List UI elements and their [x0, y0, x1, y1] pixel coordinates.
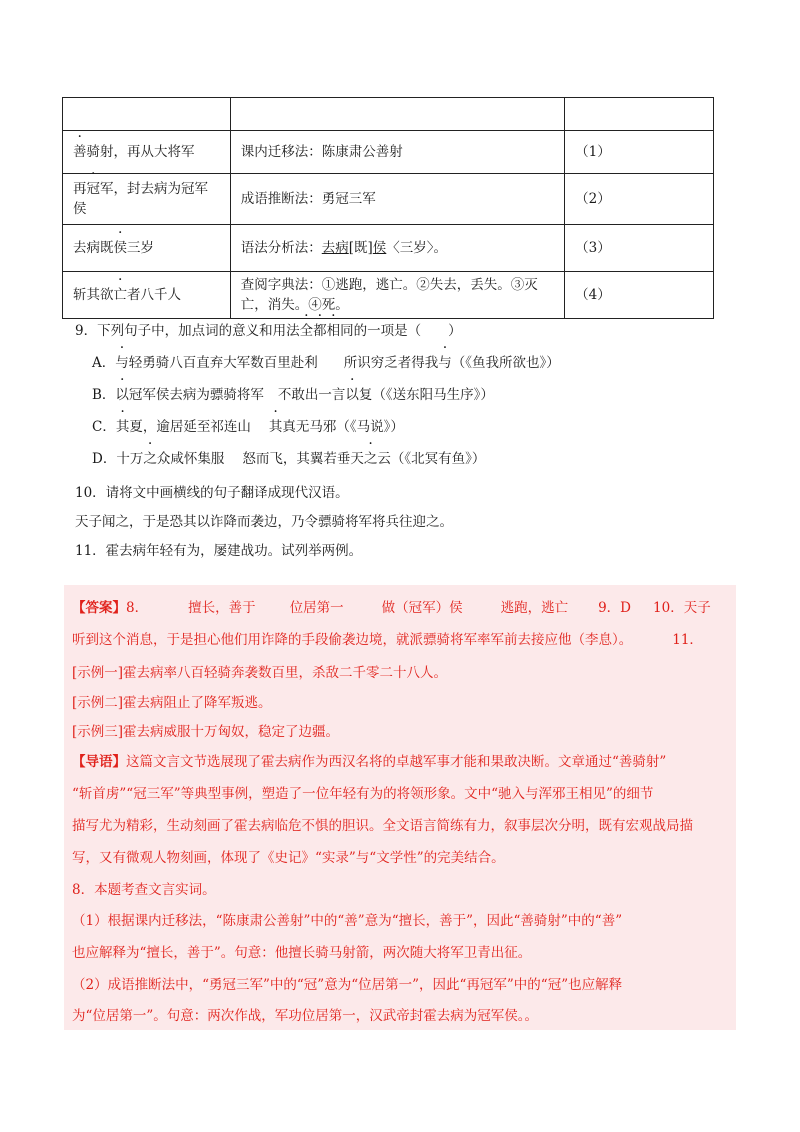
table-cell-sentence: [63, 131, 231, 174]
table-cell-blank: （4）: [565, 272, 714, 319]
guide-line-4: 写，又有微观人物刻画，体现了《史记》“实录”与“文学性”的完美结合。: [72, 850, 505, 866]
option-text: 轻勇骑八百直弃大军数百里赴利: [128, 355, 318, 371]
cell-text: 骑射，再从大将军: [86, 144, 195, 160]
option-text: 夏，逾居延至祁连山: [129, 419, 251, 435]
analysis-8-1b: 也应解释为“擅长，善于”。句意：他擅长骑马射箭，两次随大将军卫青出征。: [72, 945, 532, 961]
option-text: 冠军侯去病为骠骑将军: [128, 387, 264, 403]
cell-text: 斩其欲: [73, 287, 114, 303]
analysis-8-2b: 为“位居第一”。句意：两次作战，军功位居第一，汉武帝封霍去病为冠军侯。。: [72, 1008, 539, 1024]
option-text: 怒而飞，其翼若垂天: [242, 451, 364, 467]
option-text: 不敢出一言: [277, 387, 346, 403]
table-row: [63, 272, 714, 319]
table-cell: [63, 98, 231, 131]
table-row: [63, 174, 714, 225]
table-cell-blank: （3）: [565, 225, 714, 272]
table-cell-blank: （2）: [565, 174, 714, 225]
answer-line-2: [72, 630, 727, 650]
answer-box: [64, 585, 736, 1030]
option-text: 复（《送东阳马生序》）: [358, 387, 494, 403]
cell-text: 〈三岁〉。: [386, 240, 448, 256]
answer-text: 擅长，善于: [188, 600, 256, 616]
table-cell-sentence: [63, 174, 231, 225]
option-label: A．: [92, 355, 116, 371]
answer-text: 位居第一: [289, 600, 344, 616]
table-cell: [565, 98, 714, 131]
dotted-char: 全: [299, 323, 314, 339]
question-10-sentence: 天子闻之，于是恐其以诈降而袭边，乃令骠骑将军将兵往迎之。: [75, 514, 453, 530]
example-2: [示例二]霍去病阻止了降军叛逃。: [72, 695, 272, 711]
answer-text: 逃跑，逃亡: [500, 600, 569, 616]
answer-text: 9．D: [598, 600, 632, 616]
cell-text: 军，封去病为冠军: [100, 181, 208, 197]
cell-text: 亡，消失。④死。: [240, 297, 349, 313]
dotted-char: 以: [115, 387, 129, 403]
guide-text: 这篇文言文节选展现了霍去病作为西汉名将的卓越军事才能和果敢决断。文章通过“善骑射”: [126, 754, 667, 770]
answer-text: 8．: [126, 600, 149, 616]
table-cell-sentence: [63, 272, 231, 319]
option-d: [92, 449, 732, 469]
question-10-stem: 10．请将文中画横线的句子翻译成现代汉语。: [75, 485, 349, 501]
question-9-stem: [75, 321, 725, 341]
cell-text: [既]: [348, 240, 373, 256]
example-1: [示例一]霍去病率八百轻骑奔袭数百里，杀敌二千零二十八人。: [72, 665, 448, 681]
table-row: [63, 131, 714, 174]
dotted-char: 冠: [86, 181, 100, 197]
cell-text: 者八千人: [127, 287, 181, 303]
table-cell: [230, 98, 564, 131]
table-cell-method: 课内迁移法：陈康肃公善射: [230, 131, 564, 174]
option-text: 所识穷乏者得我: [343, 355, 439, 371]
dotted-char: 善: [73, 144, 87, 160]
cell-text: 语法分析法：: [240, 240, 322, 256]
stem-text: 同的一项是（ ）: [340, 323, 462, 339]
answer-text: 11．: [672, 632, 703, 648]
analysis-8-1a: （1）根据课内迁移法，“陈康肃公善射”中的“善”意为“擅长，善于”，因此“善骑射”中的“善”: [72, 913, 623, 929]
answer-line-1: [72, 598, 727, 618]
answer-text: 听到这个消息，于是担心他们用诈降的手段偷袭边境，就派骠骑将军率军前去接应他（李息）。: [72, 632, 633, 648]
option-text: 真无马邪（《马说》）: [282, 419, 404, 435]
dotted-char: 其: [115, 419, 130, 435]
option-label: C．: [92, 419, 116, 435]
table-row: [63, 225, 714, 272]
table-cell-method: 成语推断法：勇冠三军: [230, 174, 564, 225]
option-text: 十万: [116, 451, 144, 467]
dotted-char: 相: [326, 323, 341, 339]
underlined-text: 侯: [372, 240, 387, 256]
stem-text: 9．下列句子中，加点词的意义和用法: [75, 323, 300, 339]
table-cell-sentence: [63, 225, 231, 272]
cell-text: 三岁: [127, 240, 154, 256]
dotted-char: 侯: [113, 240, 127, 256]
guide-tag: 【导语】: [72, 754, 126, 770]
dotted-char: 与: [115, 355, 129, 371]
dotted-char: 都: [313, 323, 327, 339]
cell-text: 去病既: [73, 240, 114, 256]
example-3: [示例三]霍去病威服十万匈奴，稳定了边疆。: [72, 724, 340, 740]
dotted-char: 之: [363, 451, 378, 467]
dotted-char: 以: [345, 387, 359, 403]
answer-text: 做（冠军）侯: [381, 600, 463, 616]
table-cell-blank: （1）: [565, 131, 714, 174]
underlined-text: 去病: [321, 240, 349, 256]
cell-text: 侯: [73, 201, 87, 217]
table-row: [63, 98, 714, 131]
analysis-8-2a: （2）成语推断法中，“勇冠三军”中的“冠”意为“位居第一”，因此“再冠军”中的“冠”也应解释: [72, 977, 623, 993]
option-text: （《鱼我所欲也》）: [451, 355, 560, 371]
cell-text: 再: [73, 181, 87, 197]
dotted-char: 其: [268, 419, 283, 435]
method-table: [62, 97, 714, 319]
guide-line-1: [72, 752, 727, 772]
table-cell-method: [230, 272, 564, 319]
cell-text: 查阅字典法：①逃跑，逃亡。②失去，丢失。③灭: [240, 277, 538, 293]
answer-tag: 【答案】: [72, 600, 126, 616]
question-11-stem: 11．霍去病年轻有为，屡建战功。试列举两例。: [75, 543, 363, 559]
option-label: D．: [92, 451, 117, 467]
option-b: [92, 385, 732, 405]
table-cell-method: [230, 225, 564, 272]
analysis-8-heading: 8．本题考查文言实词。: [72, 882, 216, 898]
option-c: [92, 417, 732, 437]
answer-text: 10．天子: [653, 600, 711, 616]
option-text: 云（《北冥有鱼》）: [377, 451, 486, 467]
option-label: B．: [92, 387, 116, 403]
option-text: 众咸怀集服: [156, 451, 225, 467]
guide-line-2: “斩首虏”“冠三军”等典型事例，塑造了一位年轻有为的将领形象。文中“驰入与浑邪王相见”的细节: [72, 786, 654, 802]
guide-line-3: 描写尤为精彩，生动刻画了霍去病临危不惧的胆识。全文语言简练有力，叙事层次分明，既有宏观战局描: [72, 818, 693, 834]
dotted-char: 亡: [113, 287, 127, 303]
dotted-char: 与: [438, 355, 452, 371]
option-a: [92, 353, 732, 373]
dotted-char: 之: [143, 451, 157, 467]
